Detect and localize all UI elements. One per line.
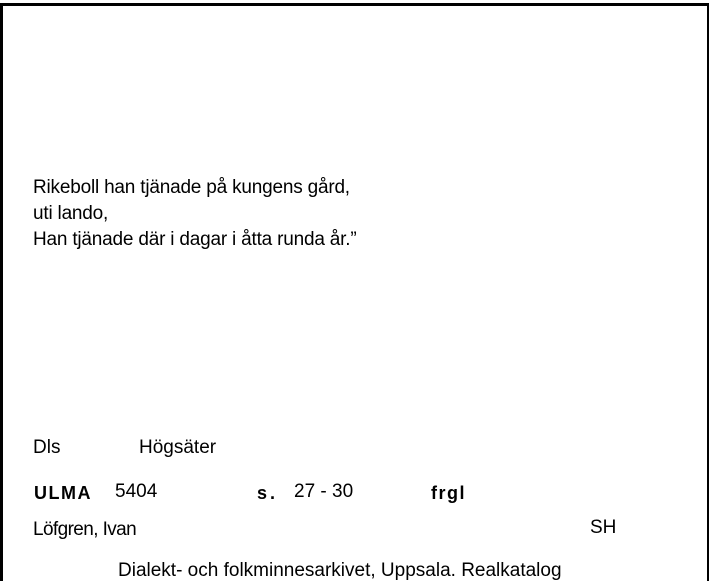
catalog-card: [0, 3, 709, 581]
verse-line: Rikeboll han tjänade på kungens gård,: [33, 177, 350, 198]
archive-number: 5404: [115, 481, 158, 502]
archive-code: ULMA: [34, 483, 92, 503]
verse-text: [33, 175, 356, 253]
verse-line: Han tjänade där i dagar i åtta runda år.”: [33, 229, 357, 250]
category-code: frgl: [431, 483, 466, 503]
parish-name: Högsäter: [139, 437, 217, 458]
pages-label: s.: [257, 483, 279, 503]
province-code: Dls: [33, 437, 61, 458]
informant-name: Löfgren, Ivan: [33, 519, 137, 540]
page-range: 27 - 30: [294, 481, 354, 502]
collector-initials: SH: [590, 517, 617, 538]
archive-footer: Dialekt- och folkminnesarkivet, Uppsala. Realkatalog: [118, 560, 562, 581]
verse-line: uti lando,: [33, 203, 109, 224]
